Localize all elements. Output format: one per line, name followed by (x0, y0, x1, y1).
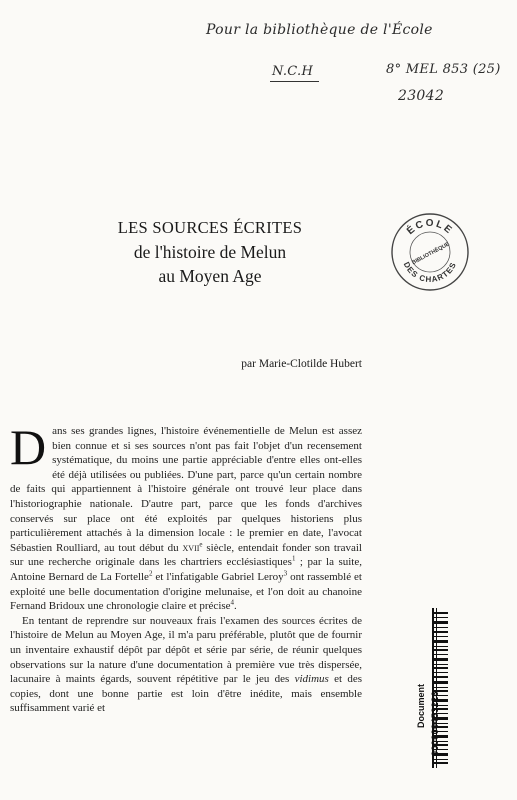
svg-text:ÉCOLE (404, 218, 455, 237)
handwritten-shelfmark: 8° MEL 853 (25) (386, 62, 501, 77)
title-line-2: de l'histoire de Melun (133, 242, 287, 262)
footnote-ref-1: 1 (291, 554, 296, 563)
paragraph-2: En tentant de reprendre sur nouveaux frais l'examen des sources écrites de l'histoire de Melun au Moyen Age, il m'a paru préférable, plutôt que de fournir un inventaire exhaustif dépôt par dépôt et série par série, de réunir quelques observations sur la nature d'une documentation à première vue très dispersée, lacunaire à maints égards, souvent répétitive par le jeu des vidimus et des copies, dont une bonne partie est loin d'être inédite, mais ensemble suffisamment varié et (10, 614, 362, 715)
drop-cap: D (10, 419, 47, 475)
handwritten-number: 23042 (398, 88, 445, 104)
article-title (60, 216, 360, 288)
article-body (10, 419, 362, 716)
barcode-label: Document (416, 683, 426, 728)
footnote-ref-4: 4 (230, 598, 235, 607)
footnote-ref-2: 2 (148, 569, 153, 578)
footnote-ref-3: 3 (283, 569, 288, 578)
paragraph-1: Dans ses grandes lignes, l'histoire événementielle de Melun est assez bien connue et si ses sources n'ont pas fait l'objet d'un recensement systématique, du moins une partie appréciable d'entre elles ont-elles été déjà utilisées ou publiées. D'une part, parce qu'un certain nombre de faits qui appartiennent à l'histoire générale ont trouvé leur place dans l'historiographie nationale. D'autre part, parce que les fonds d'archives conservés sur place ont été exploités par quelques historiens plus particulièrement attachés à la dimension locale : le premier en date, l'avocat Sébastien Roulliard, au tout début du xvii$^e$ siècle, entendait fonder son travail sur une recherche originale dans les chartriers ecclésiastiques$^1$ ; par la suite, Antoine Bernard de La Fortelle$^2$ et l'infatigable Gabriel Leroy$^3$ ont rassemblé et exploité une belle documentation d'origine melunaise, et l'on doit au chanoine Fernand Bridoux une chronologie claire et précise$^4$. (10, 419, 362, 613)
handwritten-initials: N.C.H (272, 64, 314, 79)
stamp-middle-text: BIBLIOTHÈQUE (411, 241, 451, 267)
barcode-number: 000000453226 (430, 691, 440, 756)
stamp-bottom-text: DES CHARTES (401, 260, 459, 285)
author-byline: par Marie-Clotilde Hubert (241, 358, 362, 370)
title-line-3: au Moyen Age (158, 266, 262, 286)
library-stamp-icon (390, 212, 470, 292)
handwritten-note-library: Pour la bibliothèque de l'École (206, 22, 433, 38)
stamp-top-text: ÉCOLE (404, 217, 456, 238)
title-line-1: LES SOURCES ÉCRITES (117, 218, 303, 237)
